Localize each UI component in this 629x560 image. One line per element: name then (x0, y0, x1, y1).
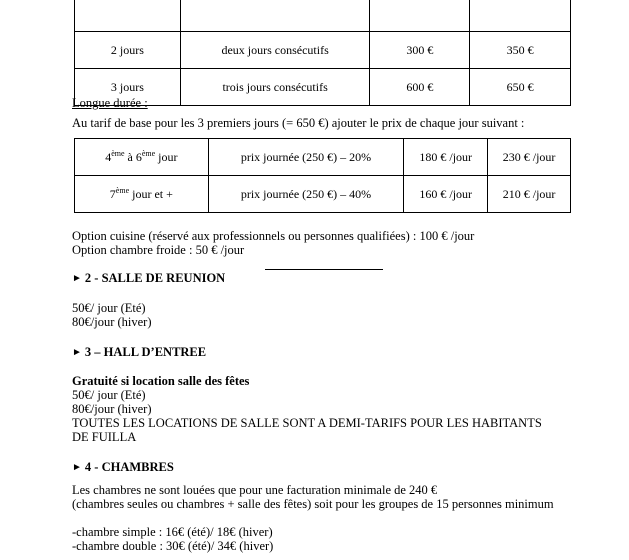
description-cell: trois jours consécutifs (180, 69, 370, 106)
pricing-table-long (74, 138, 571, 213)
option-cuisine: Option cuisine (réservé aux professionnels ou personnes qualifiées) : 100 € /jour (72, 229, 475, 243)
divider (265, 269, 383, 270)
price-cell: 300 € (370, 32, 470, 69)
price-cell: 350 € (470, 32, 571, 69)
price-cell: 180 € /jour (404, 139, 488, 176)
section-3-notice: TOUTES LES LOCATIONS DE SALLE SONT A DEMI-TARIFS POUR LES HABITANTS (72, 416, 542, 430)
price-cell: 230 € /jour (488, 139, 571, 176)
long-term-heading: Longue durée : (72, 96, 148, 110)
list-item: -chambre double : 30€ (été)/ 34€ (hiver) (72, 539, 274, 553)
price-cell: 210 € /jour (488, 176, 571, 213)
description-cell: deux jours consécutifs (180, 32, 370, 69)
triangle-right-icon: ► (72, 347, 82, 358)
section-3-line: 50€/ jour (Eté) (72, 388, 146, 402)
table-row (75, 0, 571, 32)
section-2-line: 50€/ jour (Eté) (72, 301, 146, 315)
section-4-line: (chambres seules ou chambres + salle des fêtes) soit pour les groupes de 15 personnes minimum (72, 497, 554, 511)
description-cell: prix journée (250 €) – 20% (208, 139, 404, 176)
triangle-right-icon: ► (72, 273, 82, 284)
section-2-line: 80€/jour (hiver) (72, 315, 152, 329)
option-chambre-froide: Option chambre froide : 50 € /jour (72, 243, 245, 257)
duration-cell: 4ème à 6ème jour (75, 139, 209, 176)
duration-cell: 2 jours (75, 32, 181, 69)
list-item: -chambre simple : 16€ (été)/ 18€ (hiver) (72, 525, 273, 539)
section-2-heading: ► 2 - SALLE DE REUNION (72, 271, 226, 285)
table-row (75, 176, 571, 213)
pricing-table-short (74, 0, 571, 106)
price-cell: 160 € /jour (404, 176, 488, 213)
section-4-heading: ► 4 - CHAMBRES (72, 460, 174, 474)
long-term-intro: Au tarif de base pour les 3 premiers jours (= 650 €) ajouter le prix de chaque jour suivant : (72, 116, 525, 130)
table-row (75, 32, 571, 69)
section-4-line: Les chambres ne sont louées que pour une facturation minimale de 240 € (72, 483, 438, 497)
section-3-line: 80€/jour (hiver) (72, 402, 152, 416)
table-row (75, 69, 571, 106)
table-row (75, 139, 571, 176)
price-cell: 600 € (370, 69, 470, 106)
price-cell: 650 € (470, 69, 571, 106)
duration-cell: 7ème jour et + (75, 176, 209, 213)
section-3-bold-line: Gratuité si location salle des fêtes (72, 374, 250, 388)
duration-cell: 3 jours (75, 69, 181, 106)
triangle-right-icon: ► (72, 462, 82, 473)
section-3-heading: ► 3 – HALL D’ENTREE (72, 345, 207, 359)
description-cell: prix journée (250 €) – 40% (208, 176, 404, 213)
section-3-notice: DE FUILLA (72, 430, 137, 444)
